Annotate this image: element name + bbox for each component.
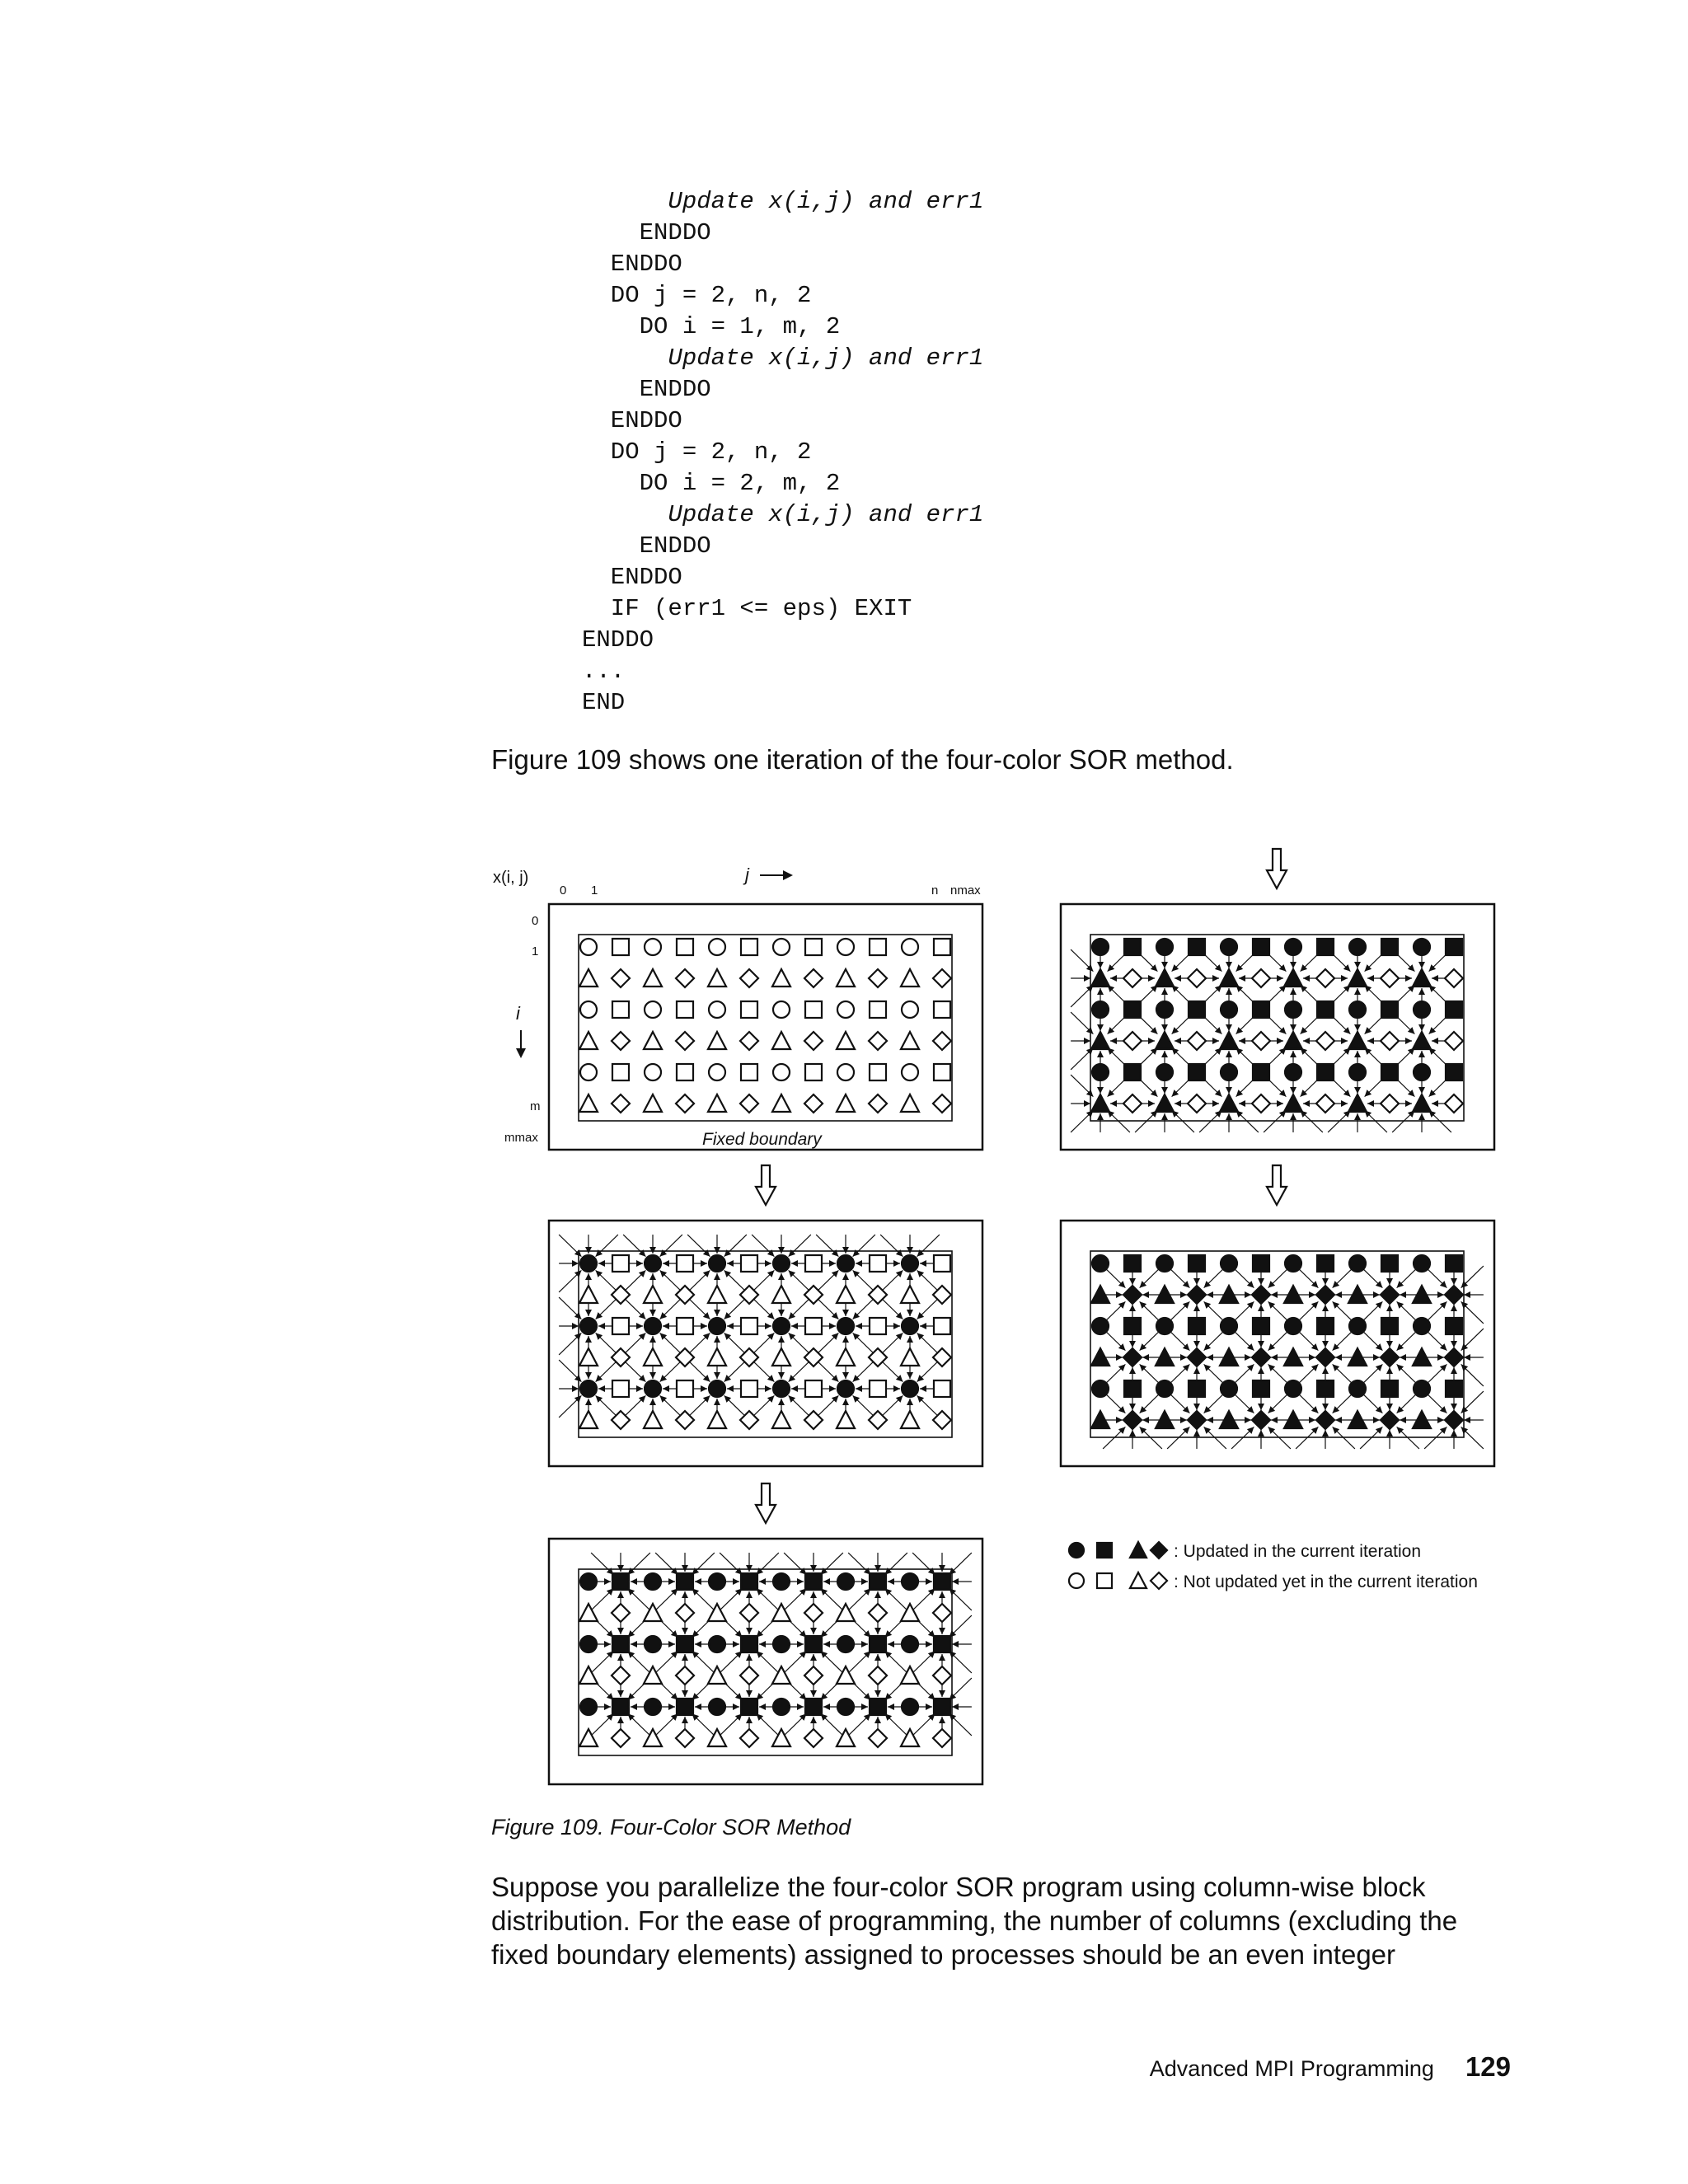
grid-panel-4 [1061,1221,1494,1466]
circle-updated-symbol [773,1573,790,1590]
row-0-label: 0 [532,914,539,928]
circle-pending-symbol [580,1064,597,1080]
square-pending-symbol [741,1318,757,1334]
square-updated-symbol [1446,1380,1462,1397]
circle-updated-symbol [645,1699,661,1715]
circle-updated-symbol [1221,1380,1237,1397]
circle-updated-symbol [773,1699,790,1715]
square-pending-symbol [934,1318,950,1334]
circle-updated-symbol [837,1318,854,1334]
circle-updated-symbol [580,1636,597,1652]
square-pending-symbol [934,939,950,955]
square-updated-symbol [677,1636,693,1652]
circle-updated-symbol [1156,1318,1173,1334]
code-line: ENDDO [582,407,682,434]
circle-updated-symbol [1285,939,1301,955]
j-axis-label: j [745,865,749,885]
square-updated-symbol [1317,1255,1334,1272]
square-updated-symbol [741,1573,757,1590]
circle-updated-symbol [902,1573,918,1590]
circle-updated-symbol [1092,939,1109,955]
circle-updated-symbol [1069,1543,1084,1558]
footer-title: Advanced MPI Programming [1149,2056,1434,2081]
circle-updated-symbol [773,1318,790,1334]
body-paragraph [491,1870,1457,1971]
code-line: Update x(i,j) and err1 [582,344,984,372]
square-pending-symbol [677,1380,693,1397]
code-line: ENDDO [582,564,682,591]
square-pending-symbol [612,1001,629,1018]
code-line: ENDDO [582,532,711,560]
circle-pending-symbol [773,1001,790,1018]
code-line: Update x(i,j) and err1 [582,501,984,528]
circle-updated-symbol [645,1636,661,1652]
circle-pending-symbol [645,939,661,955]
square-pending-symbol [805,939,822,955]
square-pending-symbol [934,1064,950,1080]
legend-not-updated-text: : Not updated yet in the current iteration [1174,1572,1478,1591]
circle-updated-symbol [1092,1380,1109,1397]
square-updated-symbol [1124,1064,1141,1080]
square-updated-symbol [934,1699,950,1715]
circle-updated-symbol [709,1636,725,1652]
circle-updated-symbol [1414,939,1430,955]
square-updated-symbol [805,1699,822,1715]
circle-updated-symbol [1221,1255,1237,1272]
circle-updated-symbol [1414,1255,1430,1272]
circle-updated-symbol [1156,1380,1173,1397]
circle-updated-symbol [1349,1064,1366,1080]
circle-updated-symbol [645,1380,661,1397]
diamond-updated-symbol [1151,1542,1167,1558]
triangle-updated-symbol [1130,1542,1146,1558]
circle-updated-symbol [1156,1001,1173,1018]
i-axis-label: i [516,1003,520,1024]
square-updated-symbol [1317,1380,1334,1397]
circle-updated-symbol [837,1573,854,1590]
square-pending-symbol [741,1064,757,1080]
code-line: END [582,689,626,716]
triangle-pending-symbol [1130,1572,1146,1588]
col-0-label: 0 [560,883,567,898]
square-pending-symbol [870,1255,886,1272]
diamond-pending-symbol [1151,1572,1167,1589]
circle-updated-symbol [1285,1255,1301,1272]
circle-updated-symbol [580,1699,597,1715]
col-nmax-label: nmax [950,883,981,898]
square-updated-symbol [1446,1318,1462,1334]
square-pending-symbol [612,1064,629,1080]
circle-updated-symbol [1156,939,1173,955]
circle-updated-symbol [1221,1001,1237,1018]
square-updated-symbol [1124,939,1141,955]
circle-updated-symbol [773,1255,790,1272]
square-pending-symbol [612,1380,629,1397]
circle-pending-symbol [1069,1573,1084,1588]
square-updated-symbol [1189,1255,1205,1272]
square-pending-symbol [934,1255,950,1272]
circle-pending-symbol [580,1001,597,1018]
square-updated-symbol [870,1699,886,1715]
square-updated-symbol [1189,1380,1205,1397]
circle-updated-symbol [709,1380,725,1397]
square-pending-symbol [612,1255,629,1272]
square-pending-symbol [870,939,886,955]
corner-label: x(i, j) [493,869,529,887]
grid-panel-1 [549,1221,982,1466]
circle-updated-symbol [1221,939,1237,955]
square-updated-symbol [1253,939,1269,955]
square-updated-symbol [1253,1318,1269,1334]
circle-updated-symbol [1414,1064,1430,1080]
square-pending-symbol [741,1001,757,1018]
square-updated-symbol [1189,939,1205,955]
square-updated-symbol [741,1636,757,1652]
square-updated-symbol [1253,1255,1269,1272]
circle-updated-symbol [1285,1318,1301,1334]
code-line: ENDDO [582,251,682,278]
circle-updated-symbol [837,1636,854,1652]
square-pending-symbol [612,1318,629,1334]
legend [1069,1542,1478,1591]
square-updated-symbol [1446,1064,1462,1080]
square-updated-symbol [1253,1001,1269,1018]
circle-pending-symbol [709,1064,725,1080]
square-updated-symbol [1381,1318,1398,1334]
code-line: ENDDO [582,219,711,246]
square-updated-symbol [934,1636,950,1652]
square-updated-symbol [1317,1001,1334,1018]
code-line: DO j = 2, n, 2 [582,282,812,309]
square-updated-symbol [1189,1318,1205,1334]
square-updated-symbol [612,1699,629,1715]
circle-pending-symbol [580,939,597,955]
code-line: DO i = 2, m, 2 [582,470,841,497]
down-arrow-icon [1267,849,1287,888]
circle-pending-symbol [837,1001,854,1018]
legend-updated-text: : Updated in the current iteration [1174,1542,1422,1561]
circle-pending-symbol [709,939,725,955]
circle-pending-symbol [837,1064,854,1080]
code-line: ... [582,658,626,685]
square-pending-symbol [677,1255,693,1272]
body-line-2: distribution. For the ease of programming, the number of columns (excluding the [491,1905,1458,1936]
circle-updated-symbol [902,1699,918,1715]
circle-pending-symbol [645,1001,661,1018]
row-mmax-label: mmax [504,1131,538,1145]
circle-updated-symbol [1285,1064,1301,1080]
circle-updated-symbol [709,1318,725,1334]
row-m-label: m [530,1099,541,1113]
circle-pending-symbol [902,939,918,955]
circle-updated-symbol [902,1636,918,1652]
circle-updated-symbol [1349,1001,1366,1018]
square-updated-symbol [1381,1001,1398,1018]
circle-updated-symbol [1092,1318,1109,1334]
square-updated-symbol [1317,1318,1334,1334]
circle-updated-symbol [1349,1318,1366,1334]
square-updated-symbol [1189,1001,1205,1018]
circle-pending-symbol [902,1001,918,1018]
circle-updated-symbol [902,1255,918,1272]
square-pending-symbol [870,1318,886,1334]
square-pending-symbol [677,1318,693,1334]
square-updated-symbol [1253,1380,1269,1397]
square-updated-symbol [1317,1064,1334,1080]
square-pending-symbol [677,939,693,955]
square-updated-symbol [870,1636,886,1652]
circle-updated-symbol [902,1318,918,1334]
square-pending-symbol [805,1064,822,1080]
square-updated-symbol [1446,1255,1462,1272]
square-pending-symbol [1097,1573,1112,1588]
code-line: ENDDO [582,626,654,654]
code-line: ENDDO [582,376,711,403]
square-pending-symbol [805,1380,822,1397]
square-pending-symbol [612,939,629,955]
square-updated-symbol [1124,1380,1141,1397]
body-line-1: Suppose you parallelize the four-color SOR program using column-wise block [491,1872,1426,1902]
circle-updated-symbol [1349,939,1366,955]
square-updated-symbol [1097,1543,1112,1558]
square-pending-symbol [741,1380,757,1397]
col-1-label: 1 [591,883,598,898]
page-footer [1150,2051,1511,2083]
row-1-label: 1 [532,944,539,958]
square-updated-symbol [1124,1255,1141,1272]
square-updated-symbol [1124,1318,1141,1334]
square-updated-symbol [1124,1001,1141,1018]
square-updated-symbol [870,1573,886,1590]
circle-updated-symbol [580,1573,597,1590]
grid-panel-0 [549,904,982,1150]
square-pending-symbol [805,1001,822,1018]
circle-updated-symbol [580,1255,597,1272]
page-number: 129 [1465,2051,1511,2082]
circle-pending-symbol [645,1064,661,1080]
square-pending-symbol [934,1001,950,1018]
square-updated-symbol [934,1573,950,1590]
circle-updated-symbol [773,1636,790,1652]
square-pending-symbol [677,1001,693,1018]
circle-updated-symbol [837,1380,854,1397]
circle-pending-symbol [773,939,790,955]
square-updated-symbol [612,1573,629,1590]
circle-updated-symbol [1349,1380,1366,1397]
square-pending-symbol [741,939,757,955]
circle-updated-symbol [580,1380,597,1397]
circle-updated-symbol [709,1573,725,1590]
square-updated-symbol [677,1573,693,1590]
body-line-3: fixed boundary elements) assigned to processes should be an even integer [491,1939,1396,1970]
col-n-label: n [931,883,939,898]
circle-updated-symbol [1092,1255,1109,1272]
intro-paragraph: Figure 109 shows one iteration of the four-color SOR method. [491,744,1234,775]
square-pending-symbol [870,1001,886,1018]
square-updated-symbol [805,1636,822,1652]
circle-updated-symbol [645,1318,661,1334]
circle-updated-symbol [1414,1001,1430,1018]
circle-pending-symbol [773,1064,790,1080]
square-pending-symbol [741,1255,757,1272]
circle-updated-symbol [1349,1255,1366,1272]
square-updated-symbol [1253,1064,1269,1080]
circle-updated-symbol [580,1318,597,1334]
code-line: Update x(i,j) and err1 [582,188,984,215]
circle-updated-symbol [837,1699,854,1715]
circle-updated-symbol [773,1380,790,1397]
square-updated-symbol [1446,939,1462,955]
square-updated-symbol [1381,939,1398,955]
square-updated-symbol [1317,939,1334,955]
circle-updated-symbol [1221,1064,1237,1080]
circle-updated-symbol [709,1699,725,1715]
circle-updated-symbol [1221,1318,1237,1334]
figure-caption: Figure 109. Four-Color SOR Method [491,1815,851,1840]
square-updated-symbol [612,1636,629,1652]
circle-pending-symbol [837,939,854,955]
circle-updated-symbol [645,1573,661,1590]
square-pending-symbol [870,1064,886,1080]
fixed-boundary-label: Fixed boundary [702,1130,822,1149]
square-updated-symbol [1189,1064,1205,1080]
square-updated-symbol [1381,1255,1398,1272]
grid-panel-2 [549,1539,982,1784]
circle-updated-symbol [709,1255,725,1272]
circle-updated-symbol [1092,1064,1109,1080]
down-arrow-icon [756,1165,776,1205]
circle-updated-symbol [1285,1380,1301,1397]
grid-panel-3 [1061,904,1494,1150]
square-updated-symbol [1381,1380,1398,1397]
code-line: IF (err1 <= eps) EXIT [582,595,912,622]
circle-updated-symbol [1156,1255,1173,1272]
square-updated-symbol [677,1699,693,1715]
down-arrow-icon [756,1483,776,1523]
square-updated-symbol [1446,1001,1462,1018]
down-arrow-icon [1267,1165,1287,1205]
code-line: DO j = 2, n, 2 [582,438,812,466]
square-pending-symbol [805,1255,822,1272]
circle-updated-symbol [1414,1380,1430,1397]
square-pending-symbol [677,1064,693,1080]
circle-updated-symbol [1156,1064,1173,1080]
circle-updated-symbol [1285,1001,1301,1018]
square-updated-symbol [805,1573,822,1590]
circle-pending-symbol [709,1001,725,1018]
circle-pending-symbol [902,1064,918,1080]
circle-updated-symbol [1414,1318,1430,1334]
square-pending-symbol [934,1380,950,1397]
circle-updated-symbol [645,1255,661,1272]
square-pending-symbol [805,1318,822,1334]
square-updated-symbol [741,1699,757,1715]
circle-updated-symbol [902,1380,918,1397]
circle-updated-symbol [837,1255,854,1272]
square-pending-symbol [870,1380,886,1397]
code-line: DO i = 1, m, 2 [582,313,841,340]
square-updated-symbol [1381,1064,1398,1080]
circle-updated-symbol [1092,1001,1109,1018]
